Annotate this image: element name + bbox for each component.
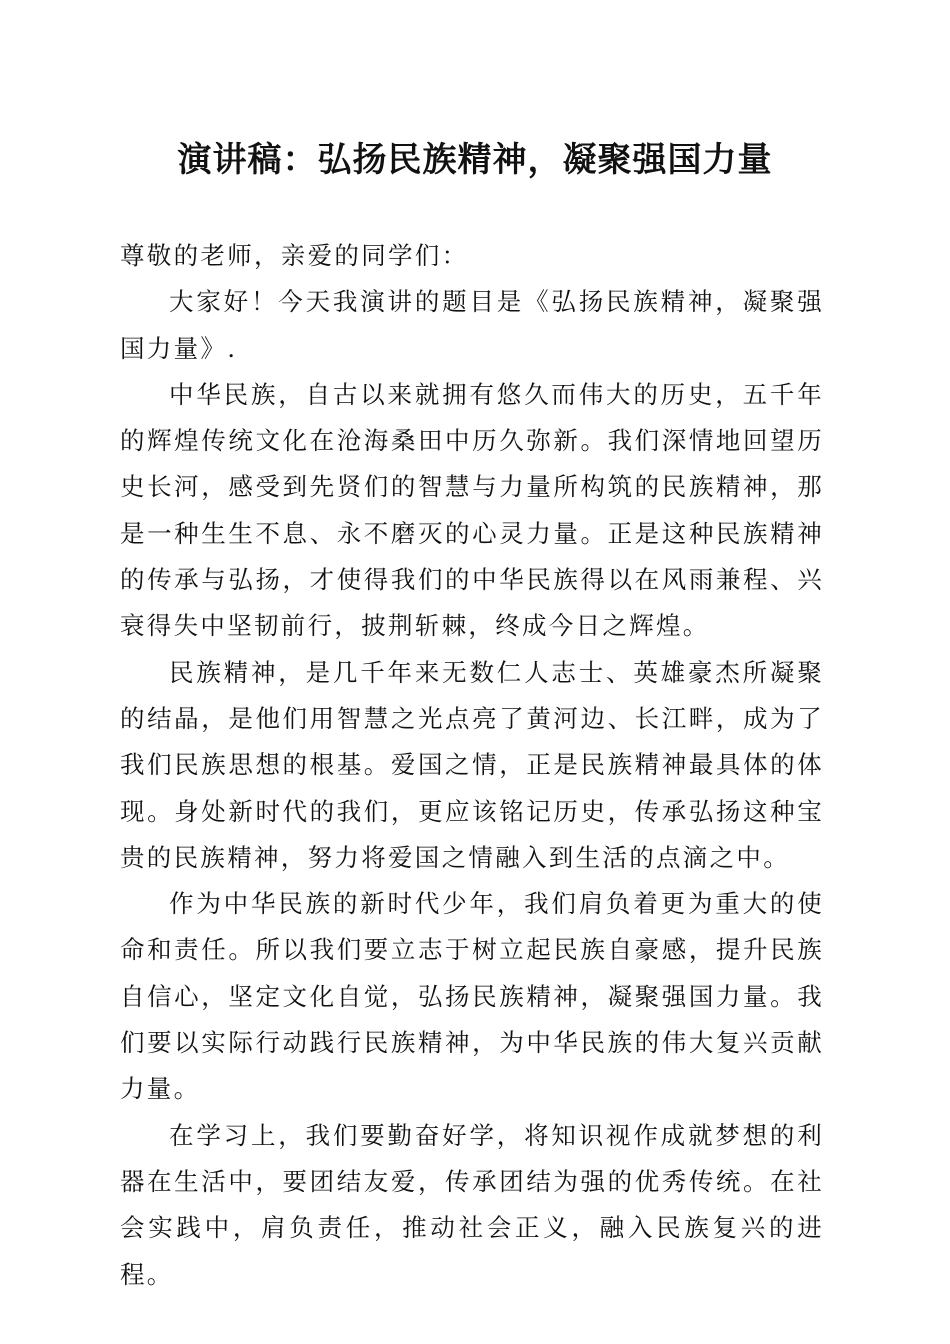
salutation: 尊敬的老师，亲爱的同学们： [120,241,469,270]
paragraph-action: 在学习上，我们要勤奋好学，将知识视作成就梦想的利器在生活中，要团结友爱，传承团结为强的优秀传统。在社会实践中，肩负责任，推动社会正义，融入民族复兴的进程。 [120,1120,824,1289]
paragraph-national-spirit: 民族精神，是几千年来无数仁人志士、英雄豪杰所凝聚的结晶，是他们用智慧之光点亮了黄河边、长江畔，成为了我们民族思想的根基。爱国之情，正是民族精神最具体的体现。身处新时代的我们，更应该铭记历史，传承弘扬这种宝贵的民族精神，努力将爱国之情融入到生活的点滴之中。 [120,657,824,872]
paragraph-greeting: 大家好！今天我演讲的题目是《弘扬民族精神，凝聚强国力量》. [120,287,824,363]
document-body [120,233,824,1298]
document-title: 演讲稿：弘扬民族精神，凝聚强国力量 [177,140,773,180]
paragraph-mission: 作为中华民族的新时代少年，我们肩负着更为重大的使命和责任。所以我们要立志于树立起民族自豪感，提升民族自信心，坚定文化自觉，弘扬民族精神，凝聚强国力量。我们要以实际行动践行民族精神，为中华民族的伟大复兴贡献力量。 [120,889,824,1104]
paragraph-history: 中华民族，自古以来就拥有悠久而伟大的历史，五千年的辉煌传统文化在沧海桑田中历久弥新。我们深情地回望历史长河，感受到先贤们的智慧与力量所构筑的民族精神，那是一种生生不息、永不磨灭的心灵力量。正是这种民族精神的传承与弘扬，才使得我们的中华民族得以在风雨兼程、兴衰得失中坚韧前行，披荆斩棘，终成今日之辉煌。 [120,379,824,641]
